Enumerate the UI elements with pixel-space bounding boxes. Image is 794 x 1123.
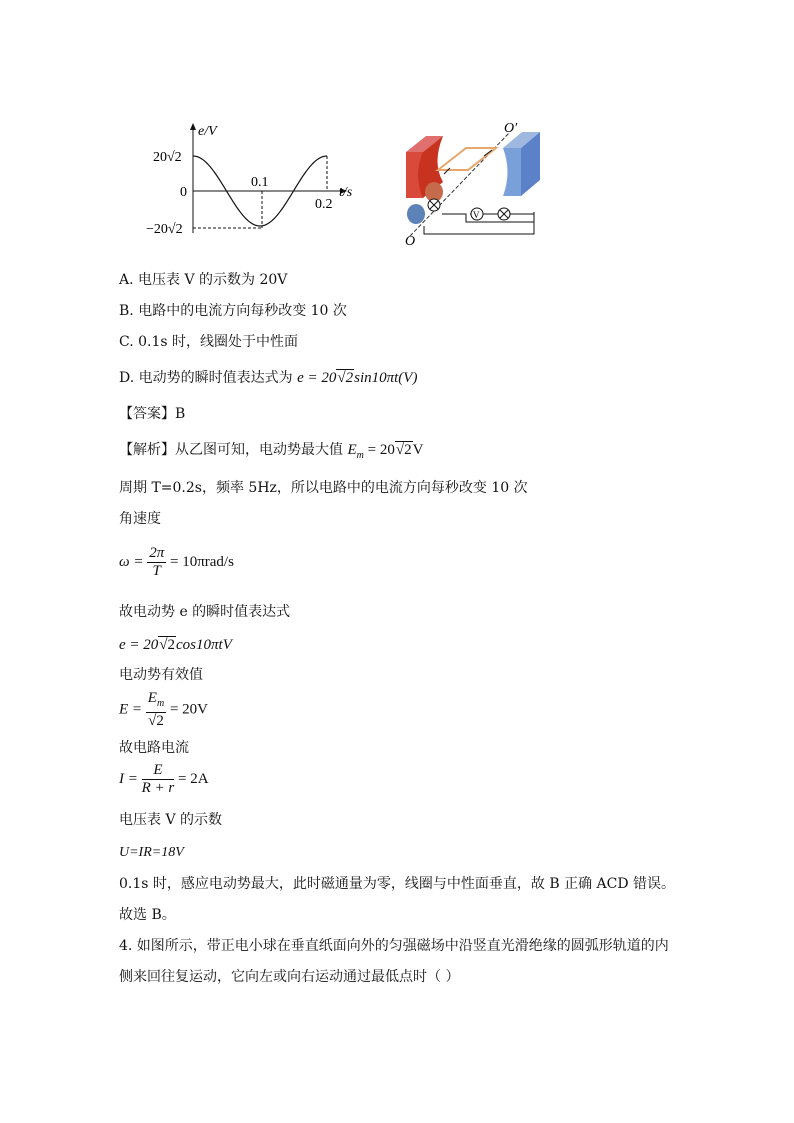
y-tick-max: 20√2 (153, 150, 182, 165)
voltmeter-label: V (473, 210, 480, 220)
analysis-line3: 角速度 (119, 511, 161, 527)
y-axis-arrow (190, 123, 196, 130)
circuit-wire-bottom (424, 222, 534, 234)
U-formula: U=IR=18V (119, 845, 184, 860)
e-formula: e = 20√2cos10πtV (119, 637, 232, 653)
option-d-formula: e = 20√2sin10πt(V) (297, 370, 418, 386)
x-tick-0.2: 0.2 (315, 197, 333, 212)
omega-formula: ω = $\frac{2\pi}{T}$ = 10πrad/s (119, 545, 234, 579)
E-rms-formula: E = $\frac{E_m}{√2}$ = 20V (119, 690, 208, 729)
x-tick-0.1: 0.1 (251, 175, 269, 190)
y-tick-min: −20√2 (146, 222, 183, 237)
question4-line1: 4. 如图所示，带正电小球在垂直纸面向外的匀强磁场中沿竖直光滑绝缘的圆弧形轨道的内 (119, 938, 669, 954)
y-axis-label: e/V (198, 124, 217, 139)
answer: 【答案】B (119, 406, 186, 422)
analysis-line2: 周期 T=0.2s，频率 5Hz，所以电路中的电流方向每秒改变 10 次 (119, 480, 528, 496)
analysis-line7: 电压表 V 的示数 (119, 812, 223, 828)
option-d-text: D. 电动势的瞬时值表达式为 (119, 370, 293, 386)
label-o: O (405, 234, 416, 248)
emf-time-graph (140, 118, 365, 243)
y-tick-zero: 0 (180, 185, 187, 200)
option-c: C. 0.1s 时，线圈处于中性面 (119, 334, 299, 350)
coil-loop (438, 148, 496, 170)
analysis-line8: 0.1s 时，感应电动势最大，此时磁通量为零，线圈与中性面垂直，故 B 正确 ACD 错误。 (119, 876, 676, 892)
analysis-line4: 故电动势 e 的瞬时值表达式 (119, 604, 291, 620)
option-a: A. 电压表 V 的示数为 20V (119, 272, 288, 288)
option-b: B. 电路中的电流方向每秒改变 10 次 (119, 303, 347, 319)
I-formula: I = $\frac{E}{R + r}$ = 2A (119, 762, 209, 796)
analysis-line5: 电动势有效值 (119, 667, 203, 683)
question4-line2: 侧来回往复运动，它向左或向右运动通过最低点时（ ） (119, 969, 460, 985)
blue-magnet-pole (503, 148, 521, 196)
option-d (119, 369, 417, 387)
analysis-line9: 故选 B。 (119, 907, 176, 923)
analysis-line1: 【解析】从乙图可知，电动势最大值 $E_m = 20√2V$ (119, 442, 424, 461)
slip-ring-blue (407, 204, 425, 224)
x-axis-label: t/s (339, 185, 353, 200)
label-o-prime: O′ (504, 121, 518, 136)
generator-diagram (398, 118, 548, 248)
analysis-line6: 故电路电流 (119, 740, 189, 756)
